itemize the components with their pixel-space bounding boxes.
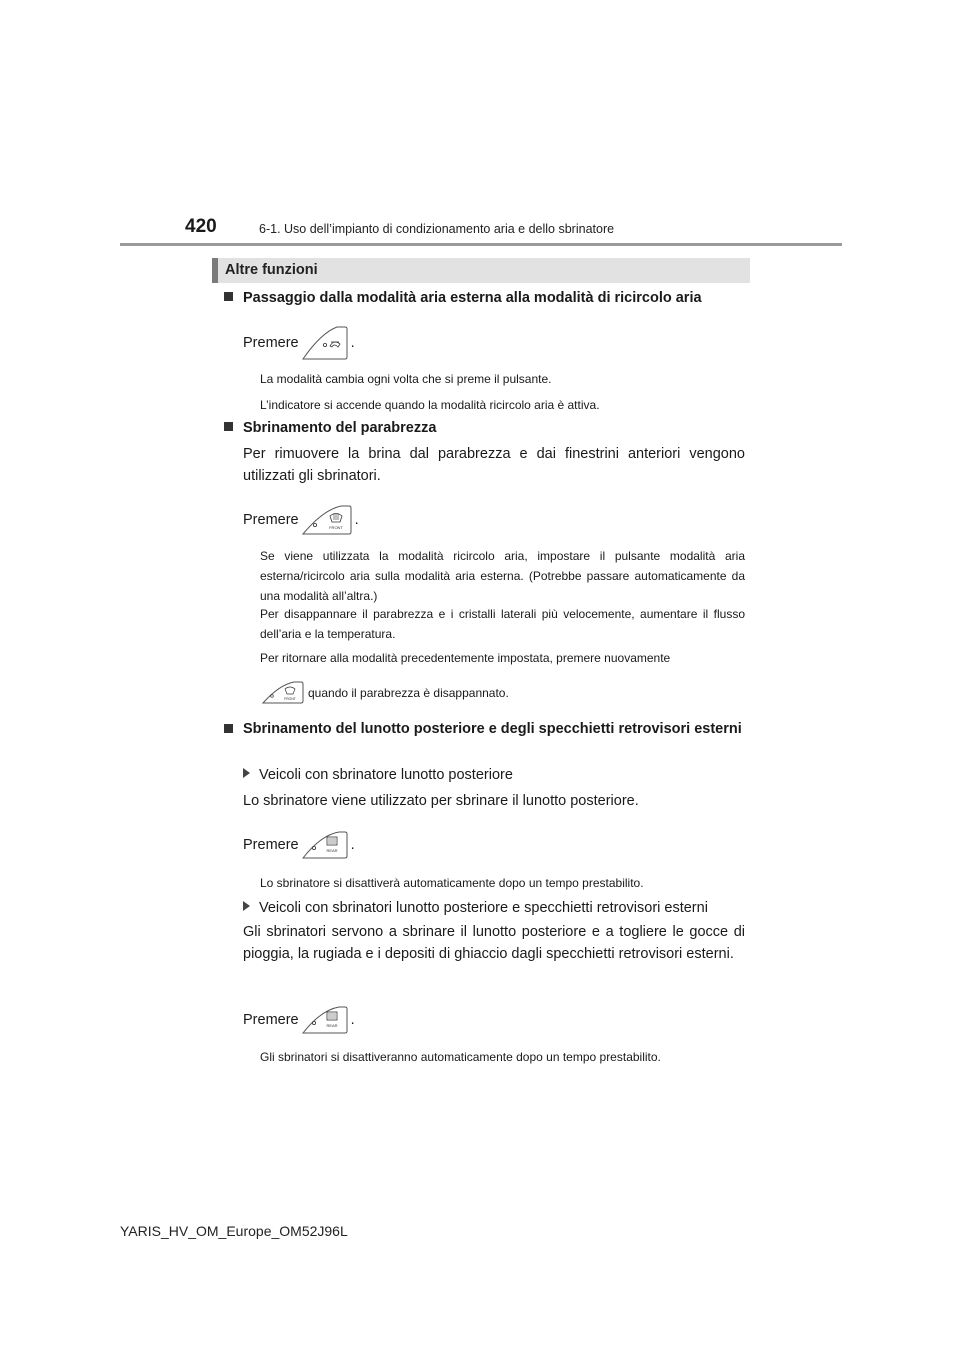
recirc-note-1: La modalità cambia ogni volta che si preme il pulsante. <box>260 372 552 386</box>
rear-defroster-button-icon <box>301 830 349 860</box>
front-defroster-button-icon <box>301 504 353 536</box>
footer-doc-id: YARIS_HV_OM_Europe_OM52J96L <box>120 1223 348 1239</box>
rear-note-1: Lo sbrinatore si disattiverà automaticamente dopo un tempo prestabilito. <box>260 876 644 890</box>
bullet-square-icon <box>224 422 233 431</box>
press-suffix: . <box>350 1012 355 1028</box>
section-bar-accent <box>212 258 218 283</box>
windshield-note-2: Per disappannare il parabrezza e i cristalli laterali più velocemente, aumentare il flusso dell’aria e la temperatura. <box>260 607 745 641</box>
press-label: Premere <box>243 512 299 528</box>
page-number: 420 <box>185 216 217 237</box>
rear-subheading-1: Veicoli con sbrinatore lunotto posteriore <box>243 764 513 786</box>
section-bar <box>212 258 750 283</box>
bullet-square-icon <box>224 724 233 733</box>
rear-body-1: Lo sbrinatore viene utilizzato per sbrinare il lunotto posteriore. <box>243 793 639 809</box>
press-label: Premere <box>243 335 299 351</box>
section-bar-title: Altre funzioni <box>225 262 318 278</box>
front-defroster-button-icon <box>262 681 304 705</box>
svg-text:FRONT: FRONT <box>328 525 343 530</box>
svg-text:REAR: REAR <box>326 1023 338 1028</box>
windshield-note-3-tail: FRONT quando il parabrezza è disappannato. <box>260 681 509 705</box>
windshield-heading: Sbrinamento del parabrezza <box>224 417 436 439</box>
svg-text:REAR: REAR <box>326 848 338 853</box>
triangle-bullet-icon <box>243 901 250 911</box>
rear-defroster-button-icon <box>301 1005 349 1035</box>
press-suffix: . <box>350 335 355 351</box>
rear-subheading-2: Veicoli con sbrinatori lunotto posteriore e specchietti retrovisori esterni <box>243 897 708 919</box>
bullet-square-icon <box>224 292 233 301</box>
rear-heading: Sbrinamento del lunotto posteriore e degli specchietti retrovisori esterni <box>224 718 745 762</box>
press-suffix: . <box>350 837 355 853</box>
windshield-press-line <box>243 504 359 536</box>
rear-note-2: Gli sbrinatori si disattiveranno automaticamente dopo un tempo prestabilito. <box>260 1050 661 1064</box>
press-label: Premere <box>243 1012 299 1028</box>
section-title: 6-1. Uso dell’impianto di condizionamento aria e dello sbrinatore <box>259 222 615 236</box>
press-suffix: . <box>354 512 359 528</box>
svg-text:FRONT: FRONT <box>284 697 296 701</box>
recirc-heading: Passaggio dalla modalità aria esterna alla modalità di ricircolo aria <box>224 287 702 309</box>
recirculation-button-icon <box>301 325 349 361</box>
recirc-press-line <box>243 325 355 361</box>
rear-press-line-1 <box>243 830 355 860</box>
triangle-bullet-icon <box>243 768 250 778</box>
recirc-note-2: L’indicatore si accende quando la modalità ricircolo aria è attiva. <box>260 398 600 412</box>
press-label: Premere <box>243 837 299 853</box>
windshield-note-3: Per ritornare alla modalità precedentemente impostata, premere nuovamente <box>260 651 671 665</box>
rear-press-line-2 <box>243 1005 355 1035</box>
windshield-body: Per rimuovere la brina dal parabrezza e dai finestrini anteriori vengono utilizzati gli sbrinatori. <box>243 446 745 484</box>
rear-body-2: Gli sbrinatori servono a sbrinare il lunotto posteriore e a togliere le gocce di pioggia, la rugiada e i depositi di ghiaccio dagli specchietti retrovisori esterni. <box>243 924 745 962</box>
header-rule <box>120 243 842 246</box>
windshield-note-1: Se viene utilizzata la modalità ricircolo aria, impostare il pulsante modalità aria esterna/ricircolo aria sulla modalità aria esterna. (Potrebbe passare automaticamente da una modalità all’altra.) <box>260 549 745 603</box>
